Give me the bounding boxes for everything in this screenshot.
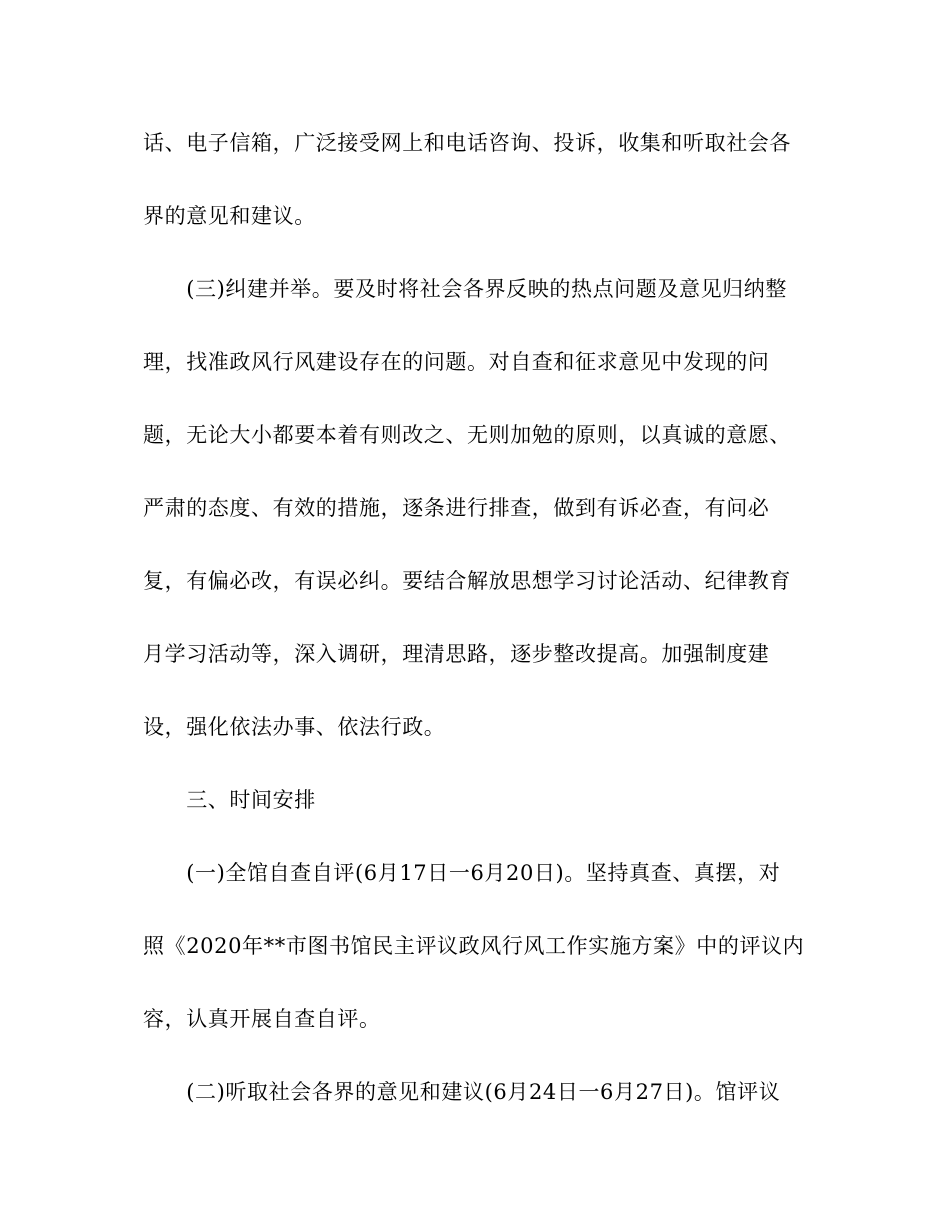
text-line-7: 复，有偏必改，有误必纠。要结合解放思想学习讨论活动、纪律教育: [143, 569, 791, 593]
text-line-14: (二)听取社会各界的意见和建议(6月24日一6月27日)。馆评议: [143, 1080, 781, 1104]
text-line-9: 设，强化依法办事、依法行政。: [143, 715, 446, 739]
text-line-6: 严肃的态度、有效的措施，逐条进行排查，做到有诉必查，有问必: [143, 496, 770, 520]
text-line-8: 月学习活动等，深入调研，理清思路，逐步整改提高。加强制度建: [143, 642, 770, 666]
text-line-11: (一)全馆自查自评(6月17日一6月20日)。坚持真查、真摆，对: [143, 861, 781, 885]
section-heading-time-schedule: 三、时间安排: [143, 788, 316, 812]
body-text: [143, 120, 803, 1142]
text-line-4: 理，找准政风行风建设存在的问题。对自查和征求意见中发现的问: [143, 350, 770, 374]
text-line-12: 照《2020年**市图书馆民主评议政风行风工作实施方案》中的评议内: [143, 934, 805, 958]
text-line-1: 话、电子信箱，广泛接受网上和电话咨询、投诉，收集和听取社会各: [143, 131, 791, 155]
text-line-2: 界的意见和建议。: [143, 204, 316, 228]
text-line-5: 题，无论大小都要本着有则改之、无则加勉的原则，以真诚的意愿、: [143, 423, 791, 447]
text-line-3: (三)纠建并举。要及时将社会各界反映的热点问题及意见归纳整: [143, 277, 787, 301]
text-line-13: 容，认真开展自查自评。: [143, 1007, 381, 1031]
